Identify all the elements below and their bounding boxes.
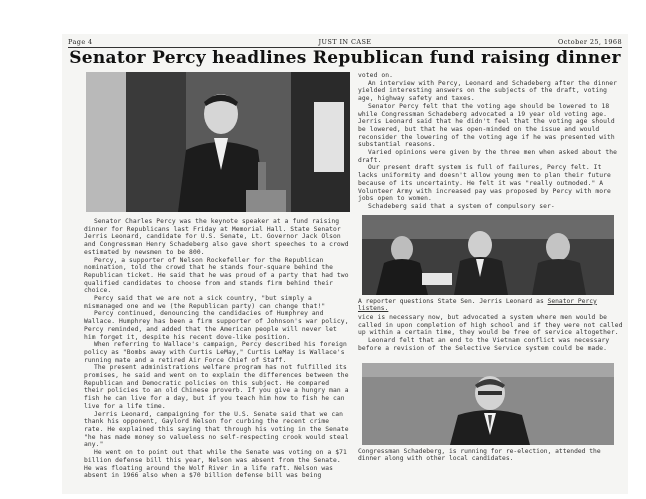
speaker-photo-icon bbox=[86, 72, 350, 212]
issue-date: October 25, 1968 bbox=[557, 38, 622, 46]
publication-name: JUST IN CASE bbox=[318, 38, 372, 46]
left-paragraph: Senator Charles Percy was the keynote speaker at a fund raising dinner for Republicans last Friday at Memorial Hall. State Senator Jerris Leonard, candidate for U.S. Senate, Lt. Governor Jack Olson and Congressman Henry Schadeberg also gave short speeches to a crowd estimated by newsmen to be 800. bbox=[84, 218, 349, 256]
left-paragraph: Percy said that we are not a sick country, "but simply a mismanaged one and we (the Republican party) can change that!" bbox=[84, 295, 326, 310]
interview-photo-caption bbox=[358, 298, 624, 313]
page-number: Page 4 bbox=[68, 38, 93, 46]
left-paragraph: Percy continued, denouncing the candidacies of Humphrey and Wallace. Humphrey has been a firm supporter of Johnson's war policy, Percy reminded, and added that the American people will never let him forget it, despite his recent dove-like position. bbox=[84, 310, 349, 341]
right-paragraph: Leonard felt that an end to the Vietnam conflict was necessary before a revision of the Selective Service system could be made. bbox=[358, 337, 610, 352]
left-paragraph: When referring to Wallace's campaign, Percy described his foreign policy as "Bombs away with Curtis LeMay," Curtis LeMay is Wallace's running mate and a retired Air Force Chief of Staff. bbox=[84, 341, 347, 364]
left-paragraph: Percy, a supporter of Nelson Rockefeller for the Republican nomination, told the crowd that he stands four-square behind the Republican ticket. He said that he was proud of a party that had two qualified candidates to choose from and stands firm behind their choice. bbox=[84, 256, 349, 295]
congressman-photo-caption: Congressman Schadeberg, is running for re-election, attended the dinner along with other local candidates. bbox=[358, 447, 601, 463]
speaker-photo bbox=[86, 72, 350, 212]
interview-photo-icon bbox=[362, 215, 614, 295]
right-paragraph: Our present draft system is full of failures, Percy felt. It lacks uniformity and doesn't allow young men to plan their future because of its uncertainty. He felt it was "really outmoded." A Volunteer Army with increased pay was proposed by Percy with more jobs open to women. bbox=[358, 164, 611, 203]
caption-underlined-text: Senator Percy listens. bbox=[358, 297, 597, 313]
caption-text: A reporter questions State Sen. Jerris Leonard as bbox=[358, 297, 548, 305]
congressman-photo-icon bbox=[362, 363, 614, 445]
left-article-text bbox=[84, 218, 352, 480]
left-paragraph: Jerris Leonard, campaigning for the U.S. Senate said that we can thank his opponent, Gaylord Nelson for curbing the recent crime rate. He explained this saying that through his voting in the Senate "he has made money so valueless no self-respecting crook would steal any." bbox=[84, 410, 349, 449]
left-paragraph: The present administrations welfare program has not fulfilled its promises, he said and went on to explain the differences between the Republican and Democratic policies on this subject. He compared their policies to an old Chinese proverb. If you give a hungry man a fish he can live for a day, but if you teach him how to fish he can live for a life time. bbox=[84, 364, 349, 410]
right-paragraph: vice is necessary now, but advocated a system where men would be called in upon completion of high school and if they were not called up within a certain time, they would be free of service altogether. bbox=[358, 314, 623, 337]
right-paragraph: Schadeberg said that a system of compulsory ser- bbox=[368, 202, 555, 210]
headline: Senator Percy headlines Republican fund raising dinner bbox=[69, 48, 621, 68]
right-article-text-middle bbox=[358, 314, 624, 353]
left-column bbox=[84, 72, 352, 480]
right-paragraph: Varied opinions were given by the three men when asked about the draft. bbox=[358, 149, 618, 164]
congressman-photo bbox=[362, 363, 614, 445]
right-column bbox=[358, 72, 624, 463]
left-paragraph: He went on to point out that while the Senate was voting on a $71 billion defense bill this year, Nelson was absent from the Senate. He was floating around the Wolf River in a life raft. Nelson was absent in 1966 also when a $70 billion defense bill was being bbox=[84, 449, 347, 480]
interview-photo bbox=[362, 215, 614, 295]
right-article-text-top bbox=[358, 72, 624, 211]
newspaper-page bbox=[62, 34, 628, 494]
right-paragraph: voted on. bbox=[358, 72, 394, 79]
right-paragraph: Senator Percy felt that the voting age should be lowered to 18 while Congressman Schadeberg advocated a 19 year old voting age. Jerris Leonard said that he didn't feel that the voting age should be lowered, but that he was open-minded on the issue and would reconsider the lowering of the voting age if he was presented with substantial reasons. bbox=[358, 102, 615, 149]
right-paragraph: An interview with Percy, Leonard and Schadeberg after the dinner yielded interesting answers on the subjects of the draft, voting age, highway safety and taxes. bbox=[358, 79, 618, 103]
